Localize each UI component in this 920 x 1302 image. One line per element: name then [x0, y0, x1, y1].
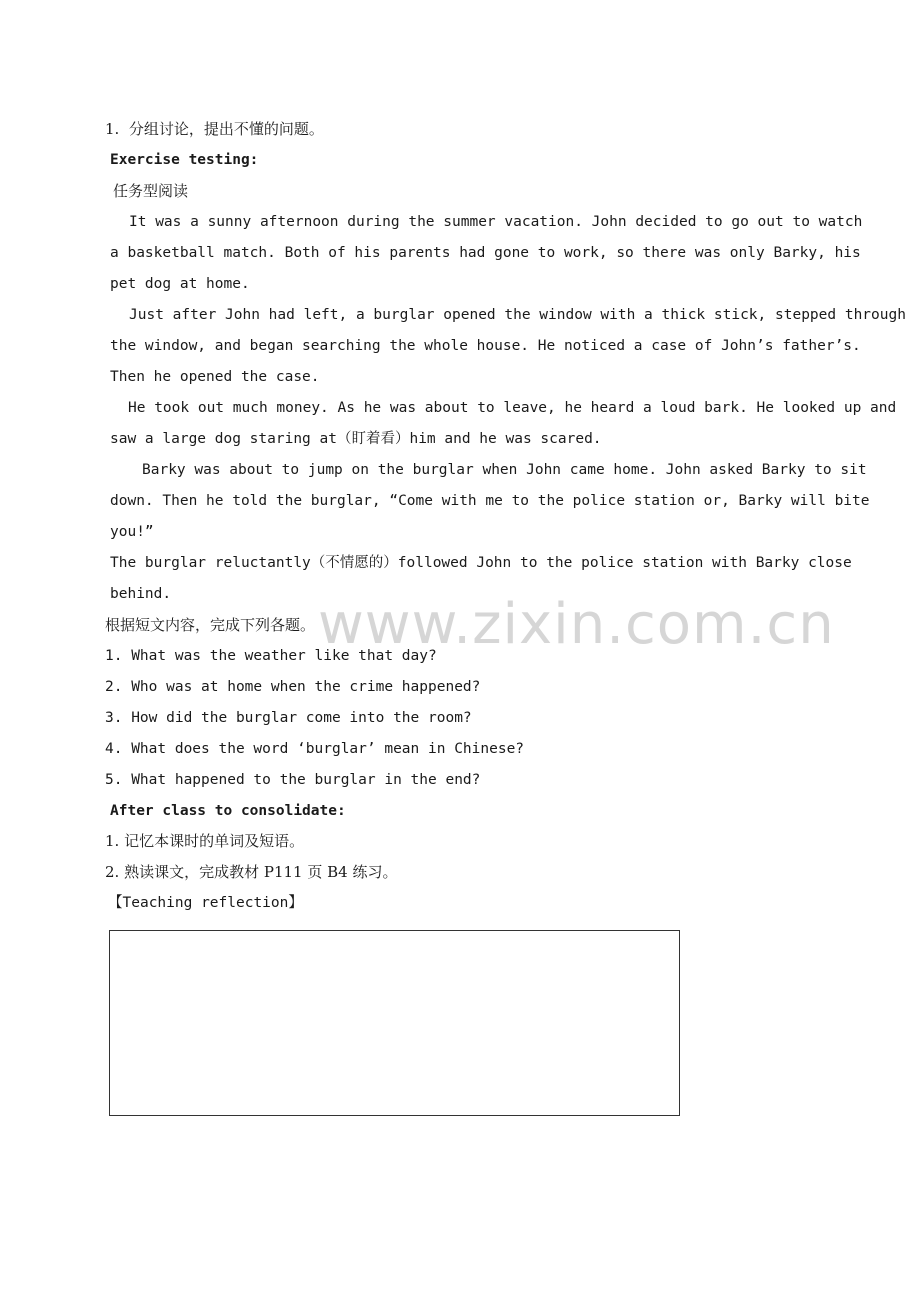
passage-line: It was a sunny afternoon during the summer vacation. John decided to go out to watch	[129, 214, 863, 230]
passage-line: saw a large dog staring at（盯着看）him and he was scared.	[110, 431, 602, 447]
question-item: 4. What does the word ‘burglar’ mean in Chinese?	[105, 741, 525, 757]
instructions: 根据短文内容，完成下列各题。	[105, 616, 316, 634]
passage-line: Then he opened the case.	[110, 369, 320, 385]
passage-line: Just after John had left, a burglar opened the window with a thick stick, stepped through	[129, 307, 906, 323]
question-item: 3. How did the burglar come into the room?	[105, 710, 472, 726]
passage-line: down. Then he told the burglar, “Come with me to the police station or, Barky will bite	[110, 493, 870, 509]
homework-item: 1. 记忆本课时的单词及短语。	[105, 832, 305, 850]
watermark: www.zixin.com.cn	[318, 592, 835, 657]
task-title: 任务型阅读	[113, 182, 189, 200]
reflection-heading: 【Teaching reflection】	[108, 895, 303, 911]
passage-line: Barky was about to jump on the burglar when John came home. John asked Barky to sit	[142, 462, 867, 478]
passage-line: you!”	[110, 524, 154, 540]
discussion-item: 1. 分组讨论，提出不懂的问题。	[105, 120, 324, 138]
passage-line: pet dog at home.	[110, 276, 250, 292]
question-item: 1. What was the weather like that day?	[105, 648, 437, 664]
passage-line: The burglar reluctantly（不情愿的）followed John to the police station with Barky close	[110, 555, 852, 571]
exercise-heading: Exercise testing:	[110, 152, 259, 168]
question-item: 5. What happened to the burglar in the end?	[105, 772, 481, 788]
after-class-heading: After class to consolidate:	[110, 803, 346, 819]
passage-line: a basketball match. Both of his parents had gone to work, so there was only Barky, his	[110, 245, 861, 261]
question-item: 2. Who was at home when the crime happened?	[105, 679, 481, 695]
passage-line: He took out much money. As he was about to leave, he heard a loud bark. He looked up and	[128, 400, 897, 416]
homework-item: 2. 熟读课文，完成教材 P111 页 B4 练习。	[105, 863, 398, 881]
passage-line: the window, and began searching the whole house. He noticed a case of John’s father’s.	[110, 338, 861, 354]
passage-line: behind.	[110, 586, 172, 602]
reflection-box	[109, 930, 680, 1116]
